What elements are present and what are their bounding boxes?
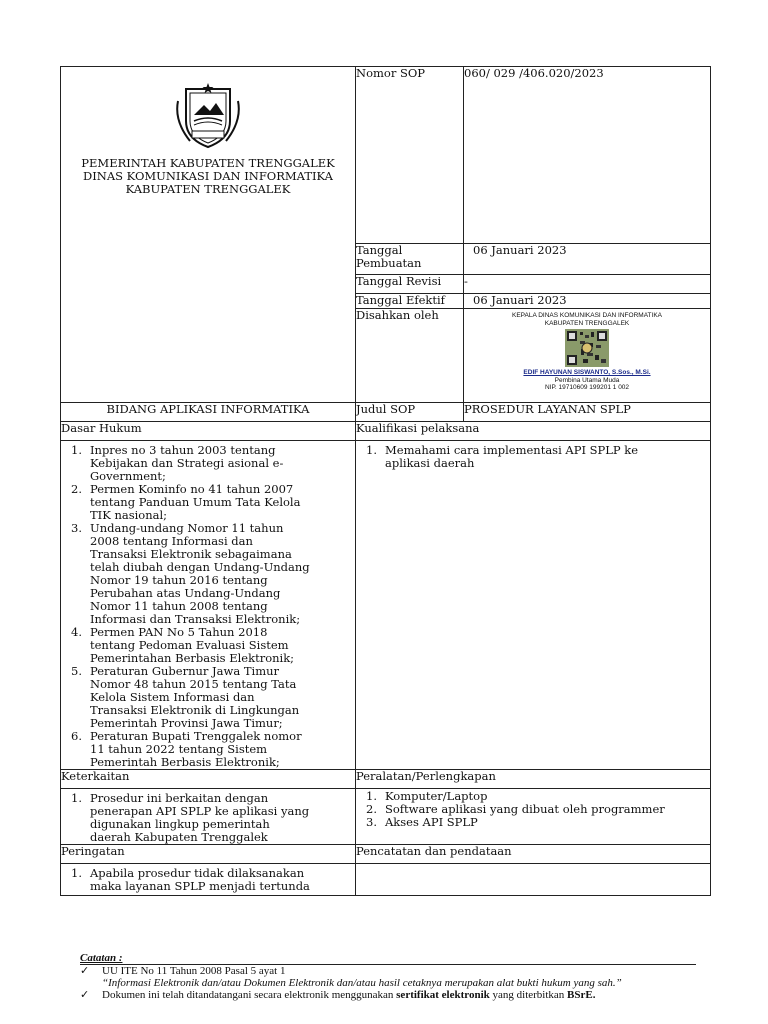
list-item-line: telah diubah dengan Undang-Undang — [90, 560, 310, 574]
list-item-line: Permen PAN No 5 Tahun 2018 — [90, 625, 268, 639]
list-item-line: Software aplikasi yang dibuat oleh programmer — [385, 802, 665, 816]
disahkan-oleh-label: Disahkan oleh — [356, 309, 464, 403]
dasar-hukum-cell — [61, 441, 356, 770]
list-item — [71, 522, 351, 626]
nomor-sop-value: 060/ 029 /406.020/2023 — [464, 67, 711, 244]
list-item-line: tentang Panduan Umum Tata Kelola — [90, 495, 301, 509]
list-item-line: Kelola Sistem Informasi dan — [90, 690, 255, 704]
footer-notes — [80, 952, 696, 1001]
list-item-line: Apabila prosedur tidak dilaksanakan — [90, 866, 305, 880]
sop-table — [60, 66, 711, 896]
nomor-sop-label: Nomor SOP — [356, 67, 464, 244]
note-law-reference: UU ITE No 11 Tahun 2008 Pasal 5 ayat 1 — [102, 965, 286, 977]
list-item-line: Permen Kominfo no 41 tahun 2007 — [90, 482, 294, 496]
peringatan-cell — [61, 864, 356, 896]
peralatan-list — [356, 789, 710, 829]
catatan-title: Catatan : — [80, 952, 123, 964]
note-row-2 — [80, 977, 696, 989]
list-item-line: penerapan API SPLP ke aplikasi yang — [90, 804, 310, 818]
note-row-3 — [80, 989, 696, 1001]
list-item-line: Transaksi Elektronik di Lingkungan — [90, 703, 300, 717]
list-item-text — [90, 867, 351, 893]
kualifikasi-label: Kualifikasi pelaksana — [356, 422, 711, 441]
keterkaitan-label: Keterkaitan — [61, 770, 356, 789]
list-item-text — [90, 483, 351, 522]
list-item-line: Government; — [90, 469, 166, 483]
list-item-line: Komputer/Laptop — [385, 789, 488, 803]
list-item-line: aplikasi daerah — [385, 456, 475, 470]
list-item-number: 1. — [71, 791, 82, 805]
header-logo-cell — [61, 67, 356, 403]
list-item-line: Kebijakan dan Strategi asional e- — [90, 456, 284, 470]
list-item-line: Pemerintah Provinsi Jawa Timur; — [90, 716, 283, 730]
list-item-line: 11 tahun 2022 tentang Sistem — [90, 742, 268, 756]
keterkaitan-list — [61, 789, 355, 844]
list-item-line: Nomor 48 tahun 2015 tentang Tata — [90, 677, 297, 691]
esign-text-c: yang diterbitkan — [489, 989, 568, 1001]
dasar-hukum-label: Dasar Hukum — [61, 422, 356, 441]
tanggal-pembuatan-label — [356, 244, 464, 275]
regency-emblem-icon — [172, 81, 244, 151]
dasar-hukum-list — [61, 441, 355, 769]
list-item-text — [385, 816, 706, 829]
list-item-number: 1. — [366, 789, 377, 803]
list-item-line: Peraturan Bupati Trenggalek nomor — [90, 729, 302, 743]
peralatan-cell — [356, 789, 711, 845]
list-item — [71, 626, 351, 665]
list-item-number: 4. — [71, 625, 82, 639]
tanggal-efektif-value: 06 Januari 2023 — [464, 294, 711, 309]
signatory-rank: Pembina Utama Muda — [554, 376, 620, 384]
signatory-name: EDIF HAYUNAN SISWANTO, S.Sos., M.Si. — [523, 369, 651, 376]
list-item — [71, 665, 351, 730]
list-item-number: 1. — [71, 866, 82, 880]
list-item-line: 2008 tentang Informasi dan — [90, 534, 253, 548]
list-item-line: Pemerintahan Berbasis Elektronik; — [90, 651, 295, 665]
list-item-number: 2. — [366, 802, 377, 816]
check-icon: ✓ — [80, 965, 90, 977]
signatory-nip: NIP. 19710609 199201 1 002 — [544, 384, 630, 391]
list-item-text — [90, 626, 351, 665]
list-item-line: Transaksi Elektronik sebagaimana — [90, 547, 292, 561]
list-item-text — [90, 522, 351, 626]
list-item-number: 5. — [71, 664, 82, 678]
list-item — [366, 444, 706, 470]
note-row-1 — [80, 965, 696, 977]
list-item-number: 6. — [71, 729, 82, 743]
esign-text-b: sertifikat elektronik — [396, 989, 490, 1001]
kualifikasi-list — [356, 441, 710, 470]
list-item — [71, 867, 351, 893]
tanggal-efektif-label: Tanggal Efektif — [356, 294, 464, 309]
note-law-quote: “Informasi Elektronik dan/atau Dokumen Elektronik dan/atau hasil cetaknya merupakan alat bukti hukum yang sah.” — [102, 977, 622, 989]
check-icon: ✓ — [80, 989, 90, 1001]
signature-block — [464, 309, 711, 403]
list-item-line: Perubahan atas Undang-Undang — [90, 586, 281, 600]
tanggal-revisi-value: - — [464, 275, 711, 294]
list-item-text — [90, 792, 351, 844]
list-item-line: Nomor 11 tahun 2008 tentang — [90, 599, 268, 613]
judul-sop-value: PROSEDUR LAYANAN SPLP — [464, 403, 711, 422]
list-item-line: Peraturan Gubernur Jawa Timur — [90, 664, 280, 678]
list-item-line: Undang-undang Nomor 11 tahun — [90, 521, 284, 535]
pencatatan-label: Pencatatan dan pendataan — [356, 845, 711, 864]
kualifikasi-cell — [356, 441, 711, 770]
note-esign-statement — [102, 989, 595, 1001]
list-item-line: Memahami cara implementasi API SPLP ke — [385, 443, 639, 457]
list-item-line: Informasi dan Transaksi Elektronik; — [90, 612, 301, 626]
pembuatan-label-line: Pembuatan — [356, 256, 422, 270]
list-item-line: maka layanan SPLP menjadi tertunda — [90, 879, 310, 893]
bidang-title: BIDANG APLIKASI INFORMATIKA — [61, 403, 356, 422]
list-item-line: tentang Pedoman Evaluasi Sistem — [90, 638, 289, 652]
list-item-line: Pemerintah Berbasis Elektronik; — [90, 755, 280, 769]
list-item — [71, 444, 351, 483]
organization-name — [61, 157, 355, 196]
org-line-3: KABUPATEN TRENGGALEK — [125, 182, 291, 196]
peringatan-list — [61, 864, 355, 893]
list-item-line: Akses API SPLP — [385, 815, 478, 829]
esign-text-d: BSrE. — [567, 989, 596, 1001]
list-item — [71, 792, 351, 844]
peralatan-label: Peralatan/Perlengkapan — [356, 770, 711, 789]
list-item-text — [90, 665, 351, 730]
signature-title-1: KEPALA DINAS KOMUNIKASI DAN INFORMATIKA — [511, 312, 662, 319]
list-item-text — [90, 730, 351, 769]
list-item-line: TIK nasional; — [90, 508, 168, 522]
list-item-line: Inpres no 3 tahun 2003 tentang — [90, 443, 276, 457]
list-item-line: digunakan lingkup pemerintah — [90, 817, 270, 831]
tanggal-pembuatan-value: 06 Januari 2023 — [464, 244, 711, 275]
tanggal-label-line: Tanggal — [356, 243, 403, 257]
list-item-number: 3. — [366, 815, 377, 829]
list-item-number: 1. — [366, 443, 377, 457]
list-item-text — [385, 444, 706, 470]
list-item-line: Prosedur ini berkaitan dengan — [90, 791, 269, 805]
list-item-line: Nomor 19 tahun 2016 tentang — [90, 573, 268, 587]
tanggal-revisi-label: Tanggal Revisi — [356, 275, 464, 294]
peringatan-label: Peringatan — [61, 845, 356, 864]
pencatatan-cell — [356, 864, 711, 896]
list-item-number: 2. — [71, 482, 82, 496]
list-item — [71, 730, 351, 769]
judul-sop-label: Judul SOP — [356, 403, 464, 422]
org-line-1: PEMERINTAH KABUPATEN TRENGGALEK — [81, 156, 335, 170]
list-item-line: daerah Kabupaten Trenggalek — [90, 830, 268, 844]
esign-text-a: Dokumen ini telah ditandatangani secara elektronik menggunakan — [102, 989, 397, 1001]
qr-code-icon — [565, 329, 609, 367]
org-line-2: DINAS KOMUNIKASI DAN INFORMATIKA — [83, 169, 333, 183]
list-item-number: 3. — [71, 521, 82, 535]
keterkaitan-cell — [61, 789, 356, 845]
signature-title-2: KABUPATEN TRENGGALEK — [544, 319, 630, 327]
list-item — [71, 483, 351, 522]
list-item-number: 1. — [71, 443, 82, 457]
list-item — [366, 816, 706, 829]
list-item-text — [90, 444, 351, 483]
